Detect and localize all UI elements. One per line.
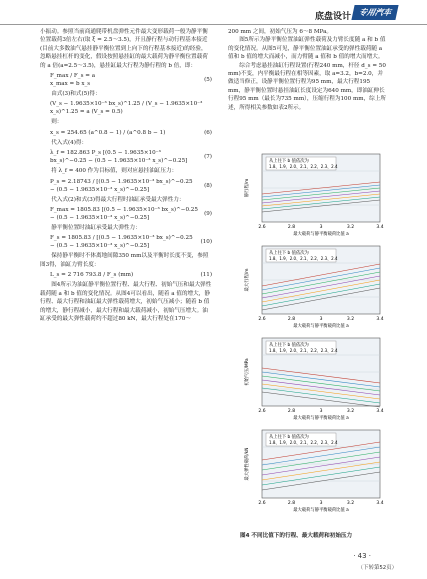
x-tick-label: 3 (319, 409, 323, 414)
equation-5: F_max / F_s = a x_max = b x_s (5) (50, 73, 212, 88)
chart-svg (240, 150, 386, 240)
x-tick-label: 2.8 (287, 317, 296, 322)
paragraph: 综合考虑悬挂油缸行程设置(行程240 mm，杆径 d_s = 50 mm)不变，内平衡最行程在相等因素，取 a=3.2，b=2.0，并做适当修正，设静平衡位置行程为95 mm，最大行程195 mm，静平衡位置时悬挂油缸长度设定为640 mm，即油缸伸长行程95 mm（最长为735 mm），压缩行程为100 mm，综上所述，所得相关参数如表2所示。 (228, 62, 386, 111)
paragraph: 代入式(4)得： (51, 139, 88, 146)
paragraph: 代入式(2)和式(3)得最大行程时油缸承受最大弹性力： (51, 196, 185, 203)
x-axis-label: 最大载荷与静平衡载荷比值 a (293, 232, 349, 237)
paragraph: 图4所示为油缸静平衡位置行程、最大行程、初始气压和最大弹性载荷随 a 和 b 值的变化情况。从图4可以看出，随着 a 值的增大，静行程、最大行程和油缸最大弹性载荷增大，初始气压减小；随着 b 值的增大，静行程减小，最大行程和最大载荷减小，初始气压增大。油缸承受的最大弹性载荷约不超过80 kN，最大行程处在170～ (40, 282, 212, 322)
y-axis-label: 最大弹性载荷/kN (245, 447, 250, 481)
x-axis-label: 最大载荷与静平衡载荷比值 a (293, 416, 349, 421)
x-tick-label: 3.4 (376, 501, 384, 506)
y-axis-label: 初始气压/MPa (245, 358, 250, 386)
chart-svg (240, 242, 386, 332)
chart-initial-pressure (240, 334, 386, 424)
paragraph: 200 mm 之间，初始气压为 6～8 MPa。 (228, 29, 333, 35)
paragraph: 将 λ_f = 400 作为目标值，则对应悬挂油缸压力： (51, 168, 178, 175)
x-tick-label: 3.4 (376, 317, 384, 322)
equation: (V_s − 1.9635×10⁻³ bx_s)^1.25 / (V_s − 1.9635×10⁻³ x_s)^1.25 = a (V_s = 0.5) (50, 101, 203, 116)
equation-9: F_max = 1805.83 [(0.5 − 1.9635×10⁻³ bx_s)^−0.25 − (0.5 − 1.9635×10⁻³ x_s)^−0.25] (9) (50, 207, 212, 222)
y-axis-label: 最大行程/m (245, 268, 250, 292)
chart-max-load (240, 426, 386, 516)
x-axis-label: 最大载荷与静平衡载荷比值 a (293, 508, 349, 513)
equation-8: P_s = 2.18743 / [(0.5 − 1.9635×10⁻³ bx_s)^−0.25 − (0.5 − 1.9635×10⁻³ x_s)^−0.25] (8) (50, 178, 212, 193)
paragraph: 由式(3)和式(5)得： (51, 91, 101, 98)
x-tick-label: 2.6 (258, 409, 266, 414)
legend-values: 1.8、1.9、2.0、2.1、2.2、2.3、2.4 (269, 256, 338, 261)
paragraph: 图5所示为静平衡位置油缸弹性载荷及力臂长度随 a 和 b 值的变化情况。从图5可见，静平衡位置油缸承受的弹性载荷随 a 值和 b 值的增大而减小，而力臂随 a 值和 b 值的增大而增大。 (228, 37, 386, 61)
x-tick-label: 3 (319, 501, 323, 506)
legend-title: 从上往下 b 值依次为 (269, 435, 309, 440)
equation-6: x_s = 254.65 (a^0.8 − 1) / (a^0.8 b − 1) (6) (50, 129, 212, 136)
paragraph: 小振动。参照当前商通爬带机盘弹性元件最大变形载荷一般为静平衡位置载荷3倍左右(取 ξ = 2.5～3.5)，开且静行程与动行程基本接近(目前大多数油气悬挂静平衡位置到上向下的行程基本接近)的经验，忽略悬挂杠杆的变化，假设按照悬挂缸的最大载荷为静平衡位置载荷的 a 倍(a=2.5～3.5)，悬挂缸最大行程为静行程的 b 倍，即： (40, 29, 208, 69)
legend-title: 从上往下 b 值依次为 (269, 343, 309, 348)
x-tick-label: 3.2 (346, 317, 355, 322)
header-rule (0, 24, 427, 25)
x-tick-label: 3.2 (346, 501, 355, 506)
x-tick-label: 3.4 (376, 225, 384, 230)
x-tick-label: 2.8 (287, 409, 296, 414)
x-tick-label: 3.4 (376, 409, 384, 414)
x-tick-label: 3.2 (346, 225, 355, 230)
x-tick-label: 2.6 (258, 317, 266, 322)
x-axis-label: 最大载荷与静平衡载荷比值 a (293, 324, 349, 329)
chart-static-stroke (240, 150, 386, 240)
equation-10: F_s = 1805.83 / [(0.5 − 1.9635×10⁻³ bx_s)^−0.25 − (0.5 − 1.9635×10⁻³ x_s)^−0.25] (10) (50, 235, 212, 250)
x-tick-label: 3 (319, 225, 323, 230)
paragraph: 保持静平衡时不体离地间隙350 mm以及平衡时长度不变，参照图3得，油缸力臂长度： (40, 253, 209, 268)
legend-values: 1.8、1.9、2.0、2.1、2.2、2.3、2.4 (269, 348, 338, 353)
right-column (228, 28, 388, 112)
figure-caption: 图4 不同比值下的行程、最大载荷和初始压力 (240, 533, 353, 539)
journal-logo: 专用汽车 (351, 5, 398, 20)
page-number: · 43 · (353, 552, 371, 560)
x-tick-label: 2.6 (258, 501, 266, 506)
equation-7: λ_f = 182.863 P_s [(0.5 − 1.9635×10⁻³ bx_s)^−0.25 − (0.5 − 1.9635×10⁻³ x_s)^−0.25] (7) (50, 150, 212, 165)
y-axis-label: 静行程/m (245, 178, 250, 198)
equation-11: L_s = 2 716 793.8 / F_s (mm) (11) (50, 272, 212, 279)
legend-title: 从上往下 b 值依次为 (269, 251, 309, 256)
x-tick-label: 2.8 (287, 225, 296, 230)
paragraph: 静平衡位置时油缸承受最大弹性力： (51, 225, 141, 232)
x-tick-label: 2.8 (287, 501, 296, 506)
paragraph: 则： (51, 119, 63, 126)
legend-title: 从上往下 b 值依次为 (269, 159, 309, 164)
chart-svg (240, 426, 386, 526)
legend-values: 1.8、1.9、2.0、2.1、2.2、2.3、2.4 (269, 164, 338, 169)
x-tick-label: 3 (319, 317, 323, 322)
section-title: 底盘设计 (314, 12, 351, 22)
legend-values: 1.8、1.9、2.0、2.1、2.2、2.3、2.4 (269, 440, 338, 445)
continued-note: （下转第52页） (357, 565, 397, 571)
x-tick-label: 2.6 (258, 225, 266, 230)
chart-svg (240, 334, 386, 424)
x-tick-label: 3.2 (346, 409, 355, 414)
chart-max-stroke (240, 242, 386, 332)
left-column (40, 28, 212, 323)
